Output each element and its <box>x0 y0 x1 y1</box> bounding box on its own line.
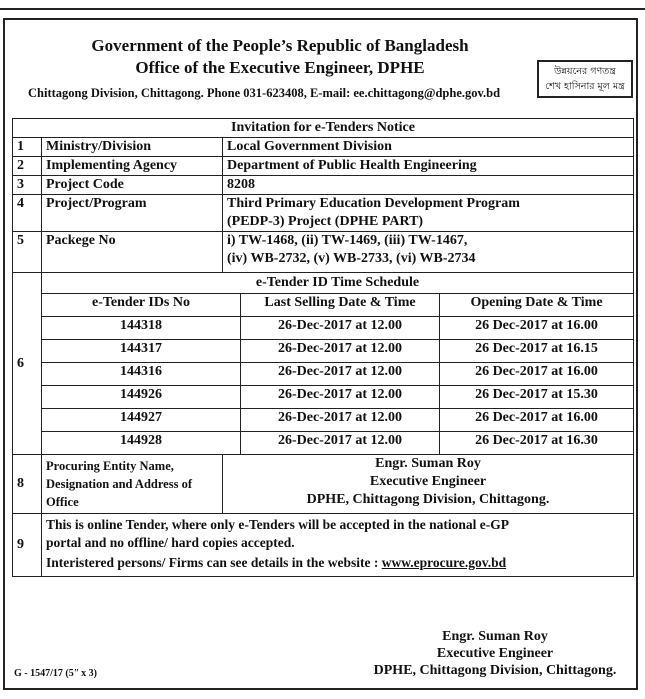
row-label: Project Code <box>42 176 223 195</box>
tender-id: 144926 <box>42 386 241 409</box>
tender-id: 144317 <box>42 340 241 363</box>
row-number: 4 <box>13 195 42 232</box>
row-label: Packege No <box>42 232 223 273</box>
table-row <box>13 138 634 157</box>
selling-date: 26-Dec-2017 at 12.00 <box>241 432 440 455</box>
tender-id: 144316 <box>42 363 241 386</box>
opening-date: 26 Dec-2017 at 16.00 <box>440 363 634 386</box>
note-line-3-text: Interistered persons/ Firms can see details in the website : <box>46 555 382 570</box>
entity-name: Engr. Suman Roy <box>375 456 481 471</box>
note-line-2: portal and no offline/ hard copies accepted. <box>46 535 295 550</box>
logo-line-2: শেখ হাসিনার মূল মন্ত্র <box>545 81 625 92</box>
schedule-row-item <box>42 317 633 340</box>
entity-label <box>42 455 223 514</box>
opening-date: 26 Dec-2017 at 15.30 <box>440 386 634 409</box>
row-value <box>223 195 634 232</box>
opening-date: 26 Dec-2017 at 16.00 <box>440 317 634 340</box>
entity-designation: Executive Engineer <box>369 474 487 489</box>
schedule-row-item <box>42 409 633 432</box>
header-contact: Chittagong Division, Chittagong. Phone 031-623408, E-mail: ee.chittagong@dphe.gov.bd <box>28 86 501 100</box>
schedule-cell <box>42 273 634 455</box>
website-link[interactable]: www.eprocure.gov.bd <box>381 555 507 570</box>
slogan-logo <box>537 60 633 98</box>
package-line-1: i) TW-1468, (ii) TW-1469, (iii) TW-1467, <box>227 233 468 248</box>
row-value <box>223 232 634 273</box>
row-label: Implementing Agency <box>42 157 223 176</box>
tender-table <box>12 118 634 577</box>
row-value: 8208 <box>223 176 634 195</box>
selling-date: 26-Dec-2017 at 12.00 <box>241 409 440 432</box>
column-header: Last Selling Date & Time <box>241 294 440 317</box>
signature-block <box>360 628 630 679</box>
column-header: Opening Date & Time <box>440 294 634 317</box>
signature-address: DPHE, Chittagong Division, Chittagong. <box>373 663 617 678</box>
selling-date: 26-Dec-2017 at 12.00 <box>241 340 440 363</box>
header-office: Office of the Executive Engineer, DPHE <box>135 58 425 77</box>
selling-date: 26-Dec-2017 at 12.00 <box>241 363 440 386</box>
row-label: Ministry/Division <box>42 138 223 157</box>
table-row <box>13 157 634 176</box>
table-row <box>13 232 634 273</box>
row-value: Local Government Division <box>223 138 634 157</box>
logo-line-1: উন্নয়নের গণতন্ত্র <box>554 66 616 77</box>
opening-date: 26 Dec-2017 at 16.30 <box>440 432 634 455</box>
top-border <box>0 0 645 10</box>
row-number: 1 <box>13 138 42 157</box>
schedule-row <box>13 273 634 455</box>
schedule-title: e-Tender ID Time Schedule <box>42 273 633 294</box>
note-row <box>13 514 634 577</box>
schedule-table <box>42 273 633 454</box>
header-government: Government of the People’s Republic of Bangladesh <box>91 36 469 55</box>
entity-value <box>223 455 634 514</box>
opening-date: 26 Dec-2017 at 16.15 <box>440 340 634 363</box>
entity-label-line-2: Designation and Address of Office <box>46 477 192 509</box>
schedule-row-item <box>42 386 633 409</box>
tender-id: 144928 <box>42 432 241 455</box>
table-row <box>13 176 634 195</box>
row-label: Project/Program <box>42 195 223 232</box>
selling-date: 26-Dec-2017 at 12.00 <box>241 386 440 409</box>
ad-code: G - 1547/17 (5ʺ x 3) <box>14 668 98 679</box>
selling-date: 26-Dec-2017 at 12.00 <box>241 317 440 340</box>
row-number: 8 <box>13 455 42 514</box>
entity-label-line-1: Procuring Entity Name, <box>46 459 174 473</box>
row-number: 3 <box>13 176 42 195</box>
row-number: 5 <box>13 232 42 273</box>
notice-title: Invitation for e-Tenders Notice <box>13 119 634 138</box>
schedule-row-item <box>42 340 633 363</box>
entity-address: DPHE, Chittagong Division, Chittagong. <box>306 492 550 507</box>
signature-name: Engr. Suman Roy <box>442 629 548 644</box>
project-line-2: (PEDP-3) Project (DPHE PART) <box>227 214 424 229</box>
column-header: e-Tender IDs No <box>42 294 241 317</box>
package-line-2: (iv) WB-2732, (v) WB-2733, (vi) WB-2734 <box>227 251 476 266</box>
signature-designation: Executive Engineer <box>436 646 554 661</box>
tender-id: 144318 <box>42 317 241 340</box>
note-line-3 <box>46 554 629 572</box>
opening-date: 26 Dec-2017 at 16.00 <box>440 409 634 432</box>
row-number: 9 <box>13 514 42 577</box>
note-line-1: This is online Tender, where only e-Tenders will be accepted in the national e-GP <box>46 517 510 532</box>
entity-row <box>13 455 634 514</box>
row-value: Department of Public Health Engineering <box>223 157 634 176</box>
table-row <box>13 195 634 232</box>
note-text <box>42 514 634 577</box>
row-number: 6 <box>13 273 42 455</box>
schedule-row-item <box>42 432 633 455</box>
row-number: 2 <box>13 157 42 176</box>
project-line-1: Third Primary Education Development Program <box>227 196 520 211</box>
tender-id: 144927 <box>42 409 241 432</box>
schedule-row-item <box>42 363 633 386</box>
